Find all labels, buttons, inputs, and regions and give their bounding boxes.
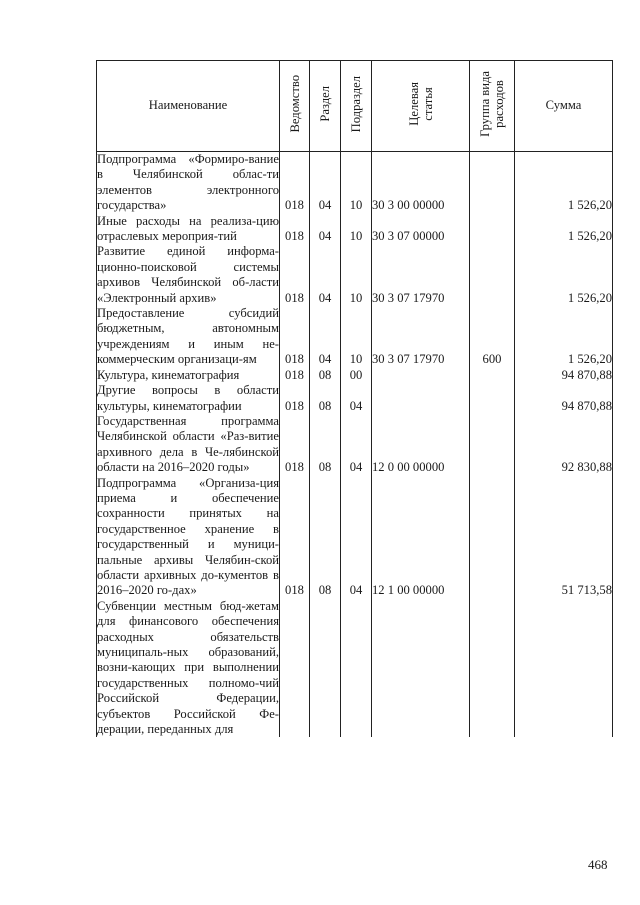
cell-target-article: 12 1 00 00000 [372, 476, 470, 599]
cell-razdel: 04 [310, 152, 341, 214]
cell-razdel: 04 [310, 244, 341, 306]
header-vedomstvo: Ведомство [280, 61, 310, 152]
cell-expense-group [470, 414, 515, 476]
cell-vedomstvo [280, 599, 310, 738]
header-name: Наименование [97, 61, 280, 152]
cell-name: Подпрограмма «Формиро-вание в Челябинской облас-ти элементов электронного государства» [97, 152, 279, 213]
cell-expense-group [470, 244, 515, 306]
table-body [97, 152, 613, 738]
page-number: 468 [588, 857, 608, 872]
table-header [97, 61, 613, 152]
header-razdel: Раздел [310, 61, 341, 152]
cell-podrazdel: 00 [341, 368, 372, 383]
cell-podrazdel [341, 599, 372, 738]
cell-razdel: 04 [310, 306, 341, 368]
cell-podrazdel: 04 [341, 383, 372, 414]
cell-vedomstvo: 018 [280, 152, 310, 214]
table-row [97, 383, 613, 414]
cell-razdel: 08 [310, 368, 341, 383]
cell-vedomstvo: 018 [280, 306, 310, 368]
cell-podrazdel: 10 [341, 306, 372, 368]
cell-target-article [372, 383, 470, 414]
cell-expense-group [470, 368, 515, 383]
cell-name: Подпрограмма «Организа-ция приема и обеспечение сохранности принятых на государственное хранение в государственный и муници-пальные архивы Челябин-ской области архивных до-кументов в 2016–2020 го-дах» [97, 475, 279, 598]
table-row [97, 152, 613, 214]
cell-sum: 94 870,88 [515, 383, 613, 414]
cell-target-article: 30 3 00 00000 [372, 152, 470, 214]
cell-sum: 1 526,20 [515, 306, 613, 368]
table-row [97, 244, 613, 306]
header-target-article: Целевая статья [372, 61, 470, 152]
cell-target-article: 12 0 00 00000 [372, 414, 470, 476]
cell-vedomstvo: 018 [280, 476, 310, 599]
cell-razdel: 08 [310, 476, 341, 599]
cell-sum: 94 870,88 [515, 368, 613, 383]
cell-expense-group [470, 599, 515, 738]
cell-razdel: 08 [310, 414, 341, 476]
cell-expense-group [470, 383, 515, 414]
table-row [97, 599, 613, 738]
budget-table [96, 60, 613, 737]
cell-podrazdel: 10 [341, 214, 372, 245]
cell-vedomstvo: 018 [280, 414, 310, 476]
header-sum: Сумма [515, 61, 613, 152]
table-row [97, 476, 613, 599]
header-podrazdel: Подраздел [341, 61, 372, 152]
cell-vedomstvo: 018 [280, 368, 310, 383]
cell-name: Предоставление субсидий бюджетным, автономным учреждениям и иным не-коммерческим организаци-ям [97, 306, 279, 367]
cell-expense-group: 600 [470, 306, 515, 368]
cell-target-article: 30 3 07 17970 [372, 306, 470, 368]
cell-name: Субвенции местным бюд-жетам для финансового обеспечения расходных обязательств муниципаль-ных образований, возни-кающих при выполнении государственных полномо-чий Российской Федерации, субъектов Российской Фе-дерации, переданных для [97, 598, 279, 737]
cell-sum: 1 526,20 [515, 214, 613, 245]
cell-podrazdel: 10 [341, 244, 372, 306]
table-row [97, 414, 613, 476]
cell-target-article [372, 599, 470, 738]
header-expense-group: Группа вида расходов [470, 61, 515, 152]
cell-vedomstvo: 018 [280, 214, 310, 245]
cell-vedomstvo: 018 [280, 244, 310, 306]
cell-podrazdel: 04 [341, 414, 372, 476]
table-row [97, 306, 613, 368]
cell-sum: 51 713,58 [515, 476, 613, 599]
cell-name: Иные расходы на реализа-цию отраслевых мероприя-тий [97, 213, 279, 244]
cell-sum: 1 526,20 [515, 152, 613, 214]
cell-razdel [310, 599, 341, 738]
cell-target-article: 30 3 07 00000 [372, 214, 470, 245]
cell-name: Культура, кинематография [97, 368, 280, 383]
cell-expense-group [470, 152, 515, 214]
table-row [97, 214, 613, 245]
table-row [97, 368, 613, 383]
cell-podrazdel: 04 [341, 476, 372, 599]
cell-vedomstvo: 018 [280, 383, 310, 414]
cell-name: Другие вопросы в области культуры, кинематографии [97, 383, 279, 413]
cell-razdel: 08 [310, 383, 341, 414]
cell-name: Развитие единой информа-ционно-поисковой системы архивов Челябинской об-ласти «Электронный архив» [97, 244, 279, 305]
cell-podrazdel: 10 [341, 152, 372, 214]
cell-expense-group [470, 214, 515, 245]
cell-sum: 92 830,88 [515, 414, 613, 476]
cell-name: Государственная программа Челябинской области «Раз-витие архивного дела в Че-лябинской области на 2016–2020 годы» [97, 413, 279, 475]
cell-target-article [372, 368, 470, 383]
cell-expense-group [470, 476, 515, 599]
cell-razdel: 04 [310, 214, 341, 245]
cell-sum [515, 599, 613, 738]
cell-sum: 1 526,20 [515, 244, 613, 306]
cell-target-article: 30 3 07 17970 [372, 244, 470, 306]
